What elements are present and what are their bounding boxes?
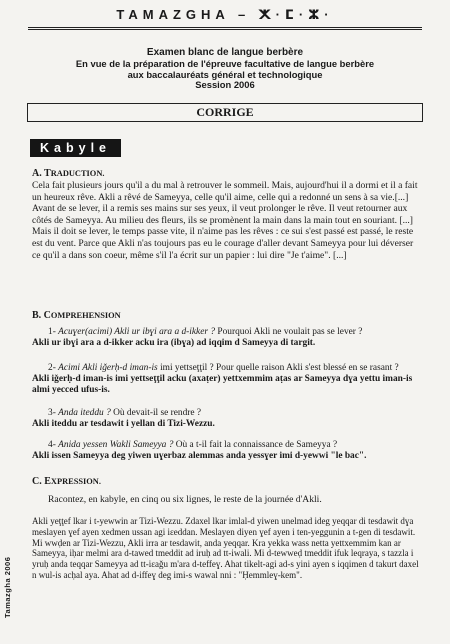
header-rule-bottom — [28, 29, 422, 30]
question-2: 2- Acimi Akli iǧerḥ-d iman-is imi yettseţţil ? Pour quelle raison Akli s'est blessé en se rasant ? Akli iǧerḥ-d iman-is imi yettseţţil acku (axaṭer) yettxemmim aṭas ar Sameyya dɣa yettu iman-is almi yecced ufus-is. — [32, 363, 424, 395]
header-rule-top — [28, 27, 422, 28]
brand-header: TAMAZGHA – ⵅ·ⵎ·ⵣ· — [116, 7, 334, 22]
corrige-banner: CORRIGE — [27, 103, 423, 122]
expression-prompt: Racontez, en kabyle, en cinq ou six lignes, le reste de la journée d'Akli. — [48, 494, 322, 505]
question-3: 3- Anda iteddu ? Où devait-il se rendre ? Akli iteddu ar tesdawit i yellan di Tizi-Wezzu. — [32, 408, 424, 430]
section-a-body — [32, 180, 424, 261]
answer-4: Akli issen Sameyya deg yiwen uɣerbaz alemmas anda yessɣer imi d-yewwi "le bac". — [32, 450, 367, 461]
section-b-title: B. COMPREHENSION — [32, 310, 121, 321]
expression-text: Akli yeţţef lkar i t-yewwin ar Tizi-Wezzu. Zdaxel lkar imlal-d yiwen unelmad ideg yeqqar di tesdawit dɣa meslayen ɣef ayen xedmen ussan agi iɛeddan. Meslayen diyen ɣef ayen i ten-yeggunin a t-gen di tesdawit. Mi wwḍen ar Tizi-Wezzu, Akli irra ar tesdawit, anda yeqqar. Kra yekka wass netta yettxemmim kan ar Sameyya, iḥar melmi ara d-tawed tmeddit ad iruḥ ad tt-iwali. Mi d-tewweḍ tmeddit ifuk leqraya, s tazzla i yruḥ anda teqqar Sameyya ad tt-iɛaǧu m'ara d-teffeɣ. Ahat tikelt-agi ad-s yini ayen s iqqimen d takurt daxel n wul-is acḥal aya. Ahat ad d-iffeɣ deg imi-s wawal nni : "Ḥemmleɣ-kem". — [32, 516, 419, 580]
translation-paragraph-1: Cela fait plusieurs jours qu'il a du mal à retrouver le sommeil. Mais, aujourd'hui il a dormi et il a fait un heureux rêve. Akli a rêvé de Sameyya, celle qu'il aime, celle qui a redonné un sens à sa vie.[...] — [32, 180, 418, 203]
exam-subtitle-line-2: aux baccalauréats général et technologique — [127, 68, 323, 80]
exam-session: Session 2006 — [195, 79, 255, 91]
exam-title: Examen blanc de langue berbère — [146, 47, 304, 58]
question-4: 4- Anida yessen Wakli Sameyya ? Où a t-il fait la connaissance de Sameyya ? Akli issen Sameyya deg yiwen uɣerbaz alemmas anda yessɣer imi d-yewwi "le bac". — [32, 440, 424, 462]
translation-paragraph-2: Avant de se lever, il a remis ses mains sur ses yeux, il veut prolonger le rêve. Il veut retourner aux côtés de Sameyya. Au milieu des fleurs, ils se promènent la main dans la main tout en souriant. [...] — [32, 203, 413, 226]
translation-paragraph-3: Mais il doit se lever, le temps passe vite, il n'aime pas les rêves : ce sui s'est passé est passé, le reste est du vent. Parce que Akli n'as toujours pas eu le courage d'aller devant Sameyya pour lui déverser ce qu'il a dans son coeur, même s'il l'a écrit sur un papier : lui dire "Je t'aime". [...] — [32, 226, 414, 261]
language-tag: Kabyle — [30, 139, 121, 157]
answer-1: Akli ur ibɣi ara a d-ikker acku ira (ibɣa) ad iqqim d Sameyya di targit. — [32, 337, 316, 348]
exam-subtitle-line-1: En vue de la préparation de l'épreuve facultative de langue berbère — [75, 58, 375, 69]
answer-2: Akli iǧerḥ-d iman-is imi yettseţţil acku (axaṭer) yettxemmim aṭas ar Sameyya dɣa yettu iman-is almi yecced ufus-is. — [32, 373, 413, 395]
section-c-title: C. EXPRESSION. — [32, 476, 101, 487]
answer-3: Akli iteddu ar tesdawit i yellan di Tizi-Wezzu. — [32, 418, 215, 429]
side-label: Tamazgha 2006 — [3, 556, 12, 618]
section-a-title: A. TRADUCTION. — [32, 168, 105, 179]
question-1: 1- Acuɣer(acimi) Akli ur ibɣi ara a d-ikker ? Pourquoi Akli ne voulait pas se lever ? Akli ur ibɣi ara a d-ikker acku ira (ibɣa) ad iqqim d Sameyya di targit. — [32, 327, 424, 349]
exam-subtitle — [0, 59, 450, 91]
